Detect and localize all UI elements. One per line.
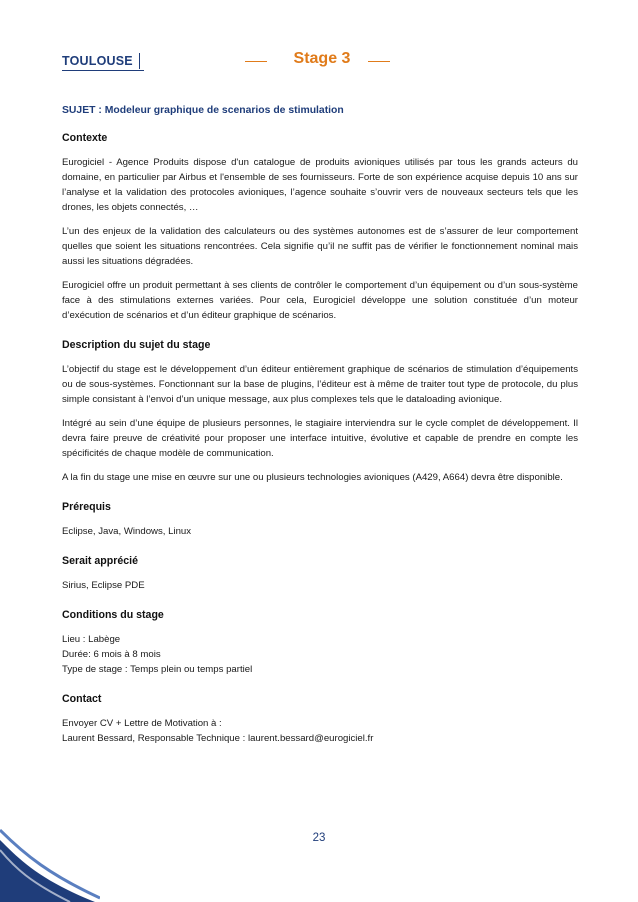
- city-label: TOULOUSE: [62, 53, 140, 69]
- spacer: [62, 677, 578, 692]
- section-title-apprecie: Serait apprécié: [62, 555, 138, 567]
- city-underline: [62, 70, 144, 71]
- footer-swoosh-decoration: [0, 820, 100, 902]
- contexte-paragraph: Eurogiciel - Agence Produits dispose d'un catalogue de produits avioniques utilisés par tous les grands acteurs du domaine, en particulier par Airbus et l'ensemble de ses fournisseurs. Forte de son expérience acquise depuis 10 ans sur l’analyse et la validation des protocoles avioniques, l’agence souhaite s’ouvrir vers de nouveaux secteurs tels que les drones, les objets connectés, …: [62, 157, 578, 213]
- description-paragraph: A la fin du stage une mise en œuvre sur une ou plusieurs technologies avioniques (A429, A664) devra être disponible.: [62, 472, 563, 483]
- contexte-paragraph: Eurogiciel offre un produit permettant à ses clients de contrôler le comportement d’un équipement ou d’un sous-système face à des stimulations externes variées. Pour cela, Eurogiciel développe une solution constituée d’un moteur d’exécution de scénarios et d’un éditeur graphique de scénarios.: [62, 280, 578, 321]
- section-title-contexte: Contexte: [62, 132, 108, 144]
- apprecie-text: Sirius, Eclipse PDE: [62, 580, 145, 591]
- conditions-line: Lieu : Labège: [62, 634, 121, 645]
- page-content: [62, 103, 578, 746]
- section-title-contact: Contact: [62, 693, 102, 705]
- prerequis-text: Eclipse, Java, Windows, Linux: [62, 526, 192, 537]
- stage-title: Stage 3: [293, 50, 351, 67]
- description-paragraph: Intégré au sein d’une équipe de plusieurs personnes, le stagiaire interviendra sur le cycle complet de développement. Il devra faire preuve de créativité pour proposer une interface intuitive, évolutive et capable de prendre en compte les spécificités de chaque modèle de communication.: [62, 418, 578, 459]
- section-title-conditions: Conditions du stage: [62, 609, 164, 621]
- page-number: 23: [312, 832, 326, 844]
- page-header: [62, 47, 582, 77]
- conditions-line: Durée: 6 mois à 8 mois: [62, 649, 161, 660]
- section-title-prerequis: Prérequis: [62, 501, 111, 513]
- description-paragraph: L’objectif du stage est le développement d’un éditeur entièrement graphique de scénarios de stimulation d’équipements ou de sous-systèmes. Fonctionnant sur la base de plugins, l’éditeur est à même de traiter tout type de protocole, du plus simple consistant à l’envoi d’un unique message, aux plus complexes tels que le dataloading avionique.: [62, 364, 578, 405]
- contact-line: Envoyer CV + Lettre de Motivation à :: [62, 718, 222, 729]
- section-title-description: Description du sujet du stage: [62, 339, 211, 351]
- subject-title: SUJET : Modeleur graphique de scenarios de stimulation: [62, 105, 344, 116]
- stage-rule-right: [368, 61, 390, 62]
- contact-email-line: Laurent Bessard, Responsable Technique : laurent.bessard@eurogiciel.fr: [62, 733, 374, 744]
- conditions-line: Type de stage : Temps plein ou temps partiel: [62, 664, 253, 675]
- contexte-paragraph: L’un des enjeux de la validation des calculateurs ou des systèmes autonomes est de s’assurer de leur comportement quelles que soient les situations rencontrées. Cela signifie qu’il ne suffit pas de vérifier le fonctionnement nominal mais aussi les situations dégradées.: [62, 226, 578, 267]
